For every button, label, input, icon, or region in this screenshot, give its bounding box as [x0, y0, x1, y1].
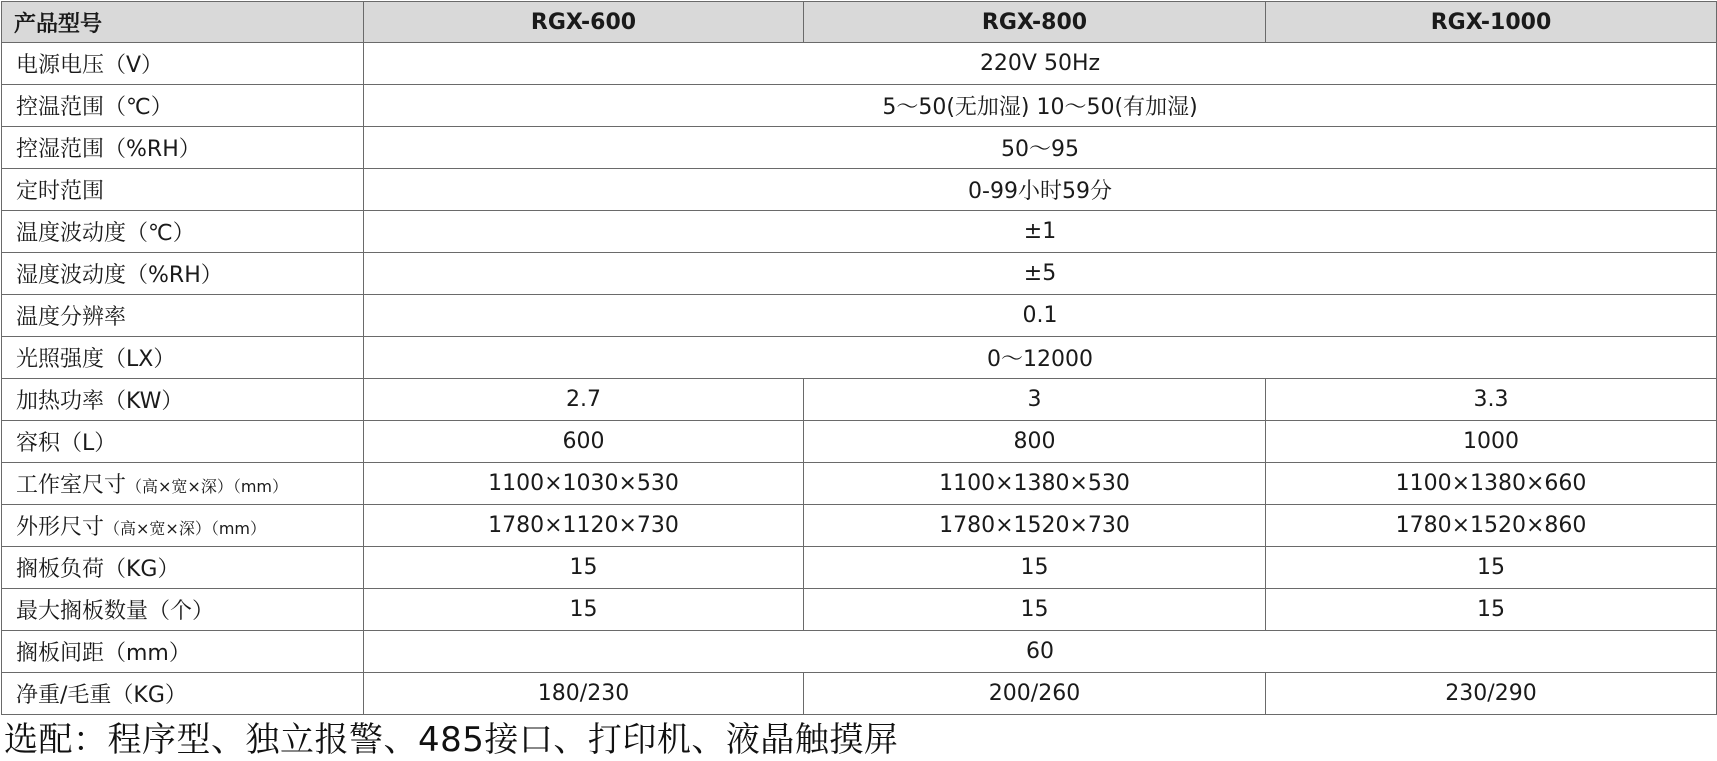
- table-row: [2, 505, 1717, 547]
- row-label: [2, 505, 364, 547]
- row-label: [2, 295, 364, 337]
- table-row: [2, 379, 1717, 421]
- row-label: [2, 547, 364, 589]
- spec-body: [2, 43, 1717, 715]
- table-row: [2, 253, 1717, 295]
- row-label: [2, 463, 364, 505]
- row-label-text: 最大搁板数量（个）: [16, 599, 215, 624]
- value-cell: 1780×1520×860: [1266, 505, 1717, 547]
- row-label-text: 容积（L）: [16, 431, 117, 456]
- options-note: 选配：程序型、独立报警、485接口、打印机、液晶触摸屏: [4, 720, 899, 760]
- value-cell: 1100×1380×660: [1266, 463, 1717, 505]
- shared-value-cell: 0-99小时59分: [364, 169, 1717, 211]
- value-cell: 3: [804, 379, 1266, 421]
- value-cell: 180/230: [364, 673, 804, 715]
- spec-table: [1, 1, 1717, 715]
- shared-value-cell: 5～50(无加湿) 10～50(有加湿): [364, 85, 1717, 127]
- row-label-text: 控湿范围（%RH）: [16, 137, 201, 162]
- shared-value-cell: ±5: [364, 253, 1717, 295]
- value-cell: 15: [364, 547, 804, 589]
- row-label-text: 定时范围: [16, 179, 105, 204]
- row-label-text: 温度分辨率: [16, 305, 127, 330]
- shared-value-cell: 60: [364, 631, 1717, 673]
- table-row: [2, 85, 1717, 127]
- value-cell: 2.7: [364, 379, 804, 421]
- header-row: [2, 2, 1717, 43]
- row-label: [2, 253, 364, 295]
- shared-value-cell: 50～95: [364, 127, 1717, 169]
- row-label-text: 湿度波动度（%RH）: [16, 263, 223, 288]
- value-cell: 1000: [1266, 421, 1717, 463]
- row-label-text: 温度波动度（℃）: [16, 221, 195, 246]
- table-row: [2, 211, 1717, 253]
- value-cell: 3.3: [1266, 379, 1717, 421]
- value-cell: 15: [364, 589, 804, 631]
- row-label-text: 净重/毛重（KG）: [16, 683, 187, 708]
- shared-value-cell: 0～12000: [364, 337, 1717, 379]
- table-row: [2, 169, 1717, 211]
- row-label-text: 搁板间距（mm）: [16, 641, 191, 666]
- table-row: [2, 673, 1717, 715]
- value-cell: 1100×1380×530: [804, 463, 1266, 505]
- value-cell: 15: [1266, 547, 1717, 589]
- row-label-unit: （高×宽×深）（mm）: [126, 477, 289, 496]
- value-cell: 200/260: [804, 673, 1266, 715]
- row-label: [2, 169, 364, 211]
- table-row: [2, 337, 1717, 379]
- row-label-text: 外形尺寸: [16, 515, 105, 540]
- value-cell: 1100×1030×530: [364, 463, 804, 505]
- value-cell: 15: [1266, 589, 1717, 631]
- value-cell: 15: [804, 589, 1266, 631]
- table-row: [2, 127, 1717, 169]
- row-label: [2, 43, 364, 85]
- row-label-text: 光照强度（LX）: [16, 347, 176, 372]
- row-label-text: 电源电压（V）: [16, 53, 164, 78]
- shared-value-cell: 0.1: [364, 295, 1717, 337]
- shared-value-cell: ±1: [364, 211, 1717, 253]
- value-cell: 230/290: [1266, 673, 1717, 715]
- row-label-text: 搁板负荷（KG）: [16, 557, 180, 582]
- row-label-text: 工作室尺寸: [16, 473, 127, 498]
- value-cell: 600: [364, 421, 804, 463]
- table-row: [2, 463, 1717, 505]
- table-row: [2, 589, 1717, 631]
- header-label: 产品型号: [2, 2, 364, 43]
- header-model: RGX-1000: [1266, 2, 1717, 43]
- row-label-unit: （高×宽×深）（mm）: [104, 519, 267, 538]
- header-model: RGX-800: [804, 2, 1266, 43]
- row-label: [2, 673, 364, 715]
- table-row: [2, 547, 1717, 589]
- table-row: [2, 631, 1717, 673]
- header-model: RGX-600: [364, 2, 804, 43]
- row-label: [2, 85, 364, 127]
- value-cell: 1780×1120×730: [364, 505, 804, 547]
- row-label: [2, 589, 364, 631]
- value-cell: 15: [804, 547, 1266, 589]
- table-row: [2, 43, 1717, 85]
- row-label: [2, 127, 364, 169]
- row-label: [2, 421, 364, 463]
- value-cell: 800: [804, 421, 1266, 463]
- row-label: [2, 631, 364, 673]
- row-label: [2, 379, 364, 421]
- row-label-text: 加热功率（KW）: [16, 389, 184, 414]
- row-label-text: 控温范围（℃）: [16, 95, 173, 120]
- value-cell: 1780×1520×730: [804, 505, 1266, 547]
- shared-value-cell: 220V 50Hz: [364, 43, 1717, 85]
- table-row: [2, 295, 1717, 337]
- table-row: [2, 421, 1717, 463]
- row-label: [2, 211, 364, 253]
- row-label: [2, 337, 364, 379]
